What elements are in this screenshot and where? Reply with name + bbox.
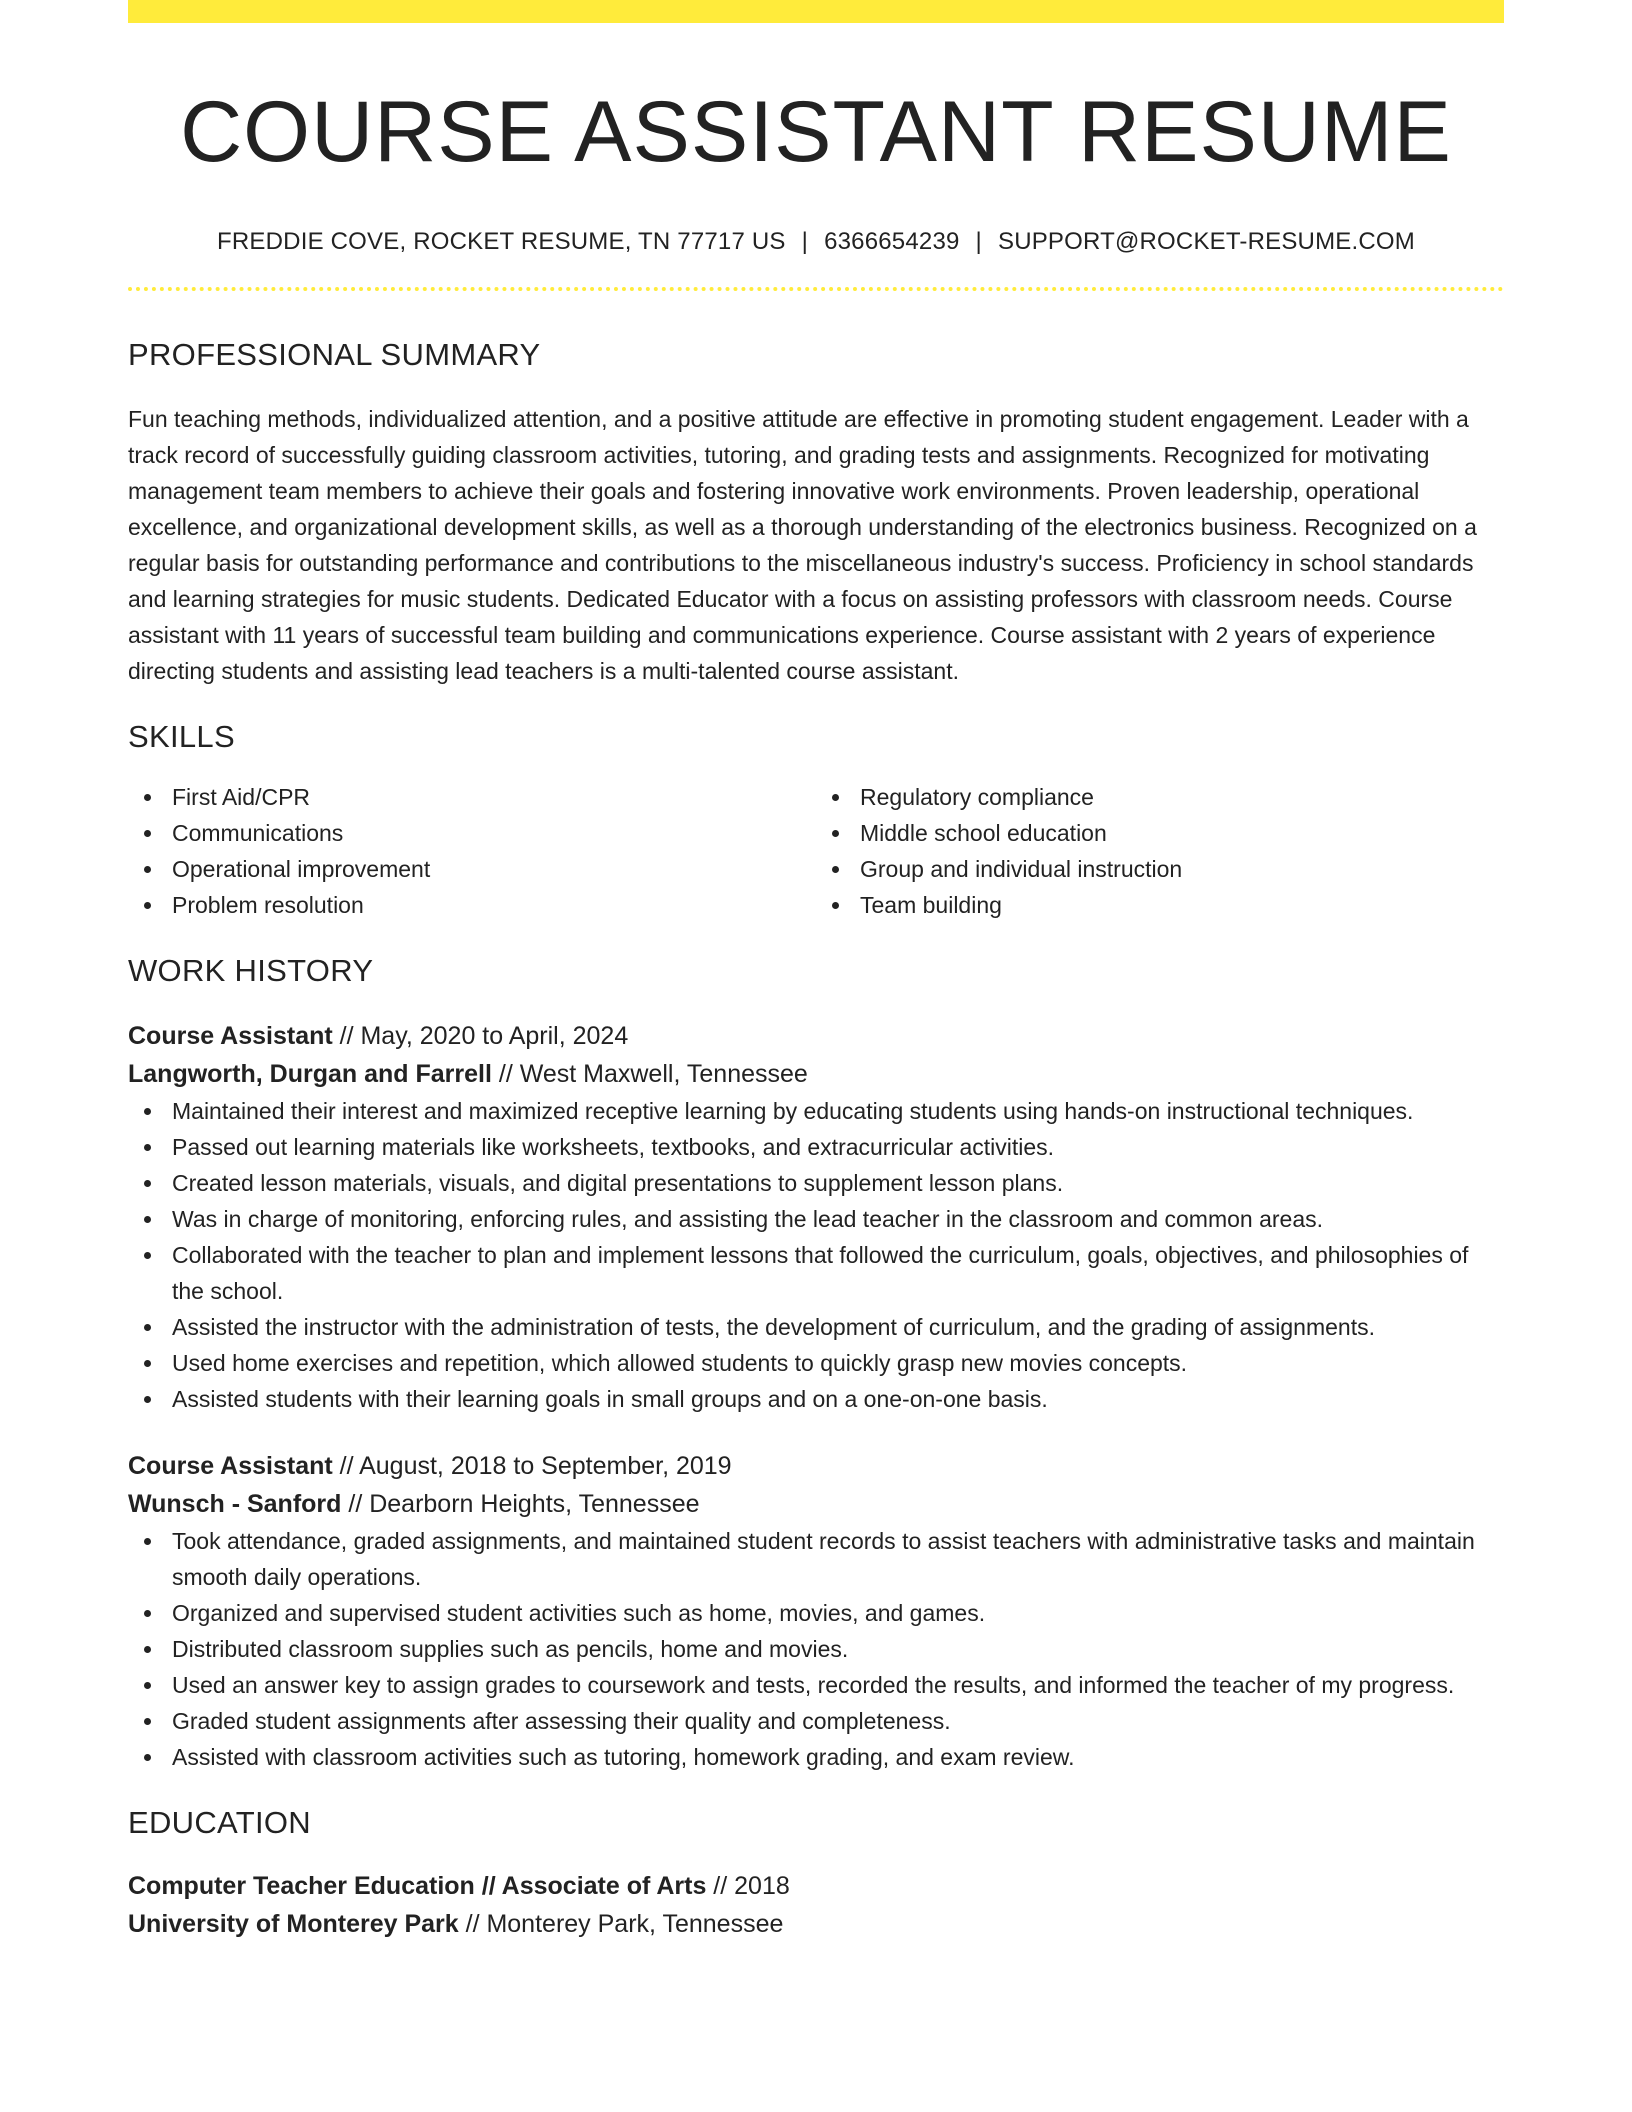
job-duty: Graded student assignments after assessing their quality and completeness. [172,1703,1504,1739]
job-duty: Assisted students with their learning goals in small groups and on a one-on-one basis. [172,1381,1504,1417]
contact-separator: | [975,227,982,255]
job-duties-list [128,1523,1504,1775]
job-company: Langworth, Durgan and Farrell [128,1059,492,1088]
job-company-line [128,1055,1504,1093]
job-location: // Dearborn Heights, Tennessee [341,1489,700,1518]
job-dates: // May, 2020 to April, 2024 [332,1021,629,1050]
skill-item: First Aid/CPR [172,779,816,815]
education-entry [128,1867,1504,1943]
job-duty: Assisted with classroom activities such as tutoring, homework grading, and exam review. [172,1739,1504,1775]
contact-line [128,228,1504,256]
degree: Computer Teacher Education // Associate of Arts [128,1871,707,1900]
skills-heading: SKILLS [128,718,235,754]
header-divider [128,287,1504,291]
skill-item: Operational improvement [172,851,816,887]
accent-bar [128,0,1504,23]
resume-page [128,0,1504,1943]
job-duty: Maintained their interest and maximized receptive learning by educating students using hands-on instructional techniques. [172,1093,1504,1129]
summary-heading: PROFESSIONAL SUMMARY [128,336,541,372]
resume-title: COURSE ASSISTANT RESUME [180,84,1452,180]
skill-item: Problem resolution [172,887,816,923]
job-duty: Organized and supervised student activities such as home, movies, and games. [172,1595,1504,1631]
job-company-line [128,1485,1504,1523]
education-section [128,1805,1504,1943]
contact-separator: | [801,227,809,255]
job-title-line [128,1447,1504,1485]
skill-item: Group and individual instruction [860,851,1504,887]
job-company: Wunsch - Sanford [128,1489,342,1518]
job-duty: Passed out learning materials like worksheets, textbooks, and extracurricular activities. [172,1129,1504,1165]
job-duty: Assisted the instructor with the administration of tests, the development of curriculum, and the grading of assignments. [172,1309,1504,1345]
job-duties-list [128,1093,1504,1417]
contact-email: SUPPORT@ROCKET-RESUME.COM [997,227,1415,255]
job-duty: Was in charge of monitoring, enforcing rules, and assisting the lead teacher in the classroom and common areas. [172,1201,1504,1237]
skill-item: Team building [860,887,1504,923]
job-dates: // August, 2018 to September, 2019 [332,1451,732,1480]
skills-right-list [816,779,1504,923]
job-entry [128,1447,1504,1775]
skills-columns [128,779,1504,923]
skills-left-list [128,779,816,923]
job-duty: Used an answer key to assign grades to coursework and tests, recorded the results, and informed the teacher of my progress. [172,1667,1504,1703]
job-title: Course Assistant [128,1021,333,1050]
job-title: Course Assistant [128,1451,333,1480]
skill-item: Communications [172,815,816,851]
work-history-heading: WORK HISTORY [128,952,374,988]
school-line [128,1905,1504,1943]
job-title-line [128,1017,1504,1055]
job-duty: Created lesson materials, visuals, and digital presentations to supplement lesson plans. [172,1165,1504,1201]
job-duty: Took attendance, graded assignments, and maintained student records to assist teachers with administrative tasks and maintain smooth daily operations. [172,1523,1504,1595]
skills-section [128,719,1504,923]
degree-line [128,1867,1504,1905]
job-location: // West Maxwell, Tennessee [491,1059,808,1088]
contact-address: FREDDIE COVE, ROCKET RESUME, TN 77717 US [217,227,786,255]
work-history-section [128,953,1504,1775]
skill-item: Middle school education [860,815,1504,851]
school-location: // Monterey Park, Tennessee [458,1909,784,1938]
summary-section [128,337,1504,689]
summary-text: Fun teaching methods, individualized attention, and a positive attitude are effective in promoting student engagement. Leader with a track record of successfully guiding classroom activities, tutoring, and grading tests and assignments. Recognized for motivating management team members to achieve their goals and fostering innovative work environments. Proven leadership, operational excellence, and organizational development skills, as well as a thorough understanding of the electronics business. Recognized on a regular basis for outstanding performance and contributions to the miscellaneous industry's success. Proficiency in school standards and learning strategies for music students. Dedicated Educator with a focus on assisting professors with classroom needs. Course assistant with 11 years of successful team building and communications experience. Course assistant with 2 years of experience directing students and assisting lead teachers is a multi-talented course assistant. [128,405,1477,684]
job-duty: Used home exercises and repetition, which allowed students to quickly grasp new movies concepts. [172,1345,1504,1381]
skill-item: Regulatory compliance [860,779,1504,815]
job-duty: Distributed classroom supplies such as pencils, home and movies. [172,1631,1504,1667]
school-name: University of Monterey Park [128,1909,459,1938]
education-heading: EDUCATION [128,1804,311,1840]
job-duty: Collaborated with the teacher to plan and implement lessons that followed the curriculum, goals, objectives, and philosophies of the school. [172,1237,1504,1309]
job-entry [128,1017,1504,1417]
graduation-year: // 2018 [706,1871,790,1900]
contact-phone: 6366654239 [824,227,960,255]
